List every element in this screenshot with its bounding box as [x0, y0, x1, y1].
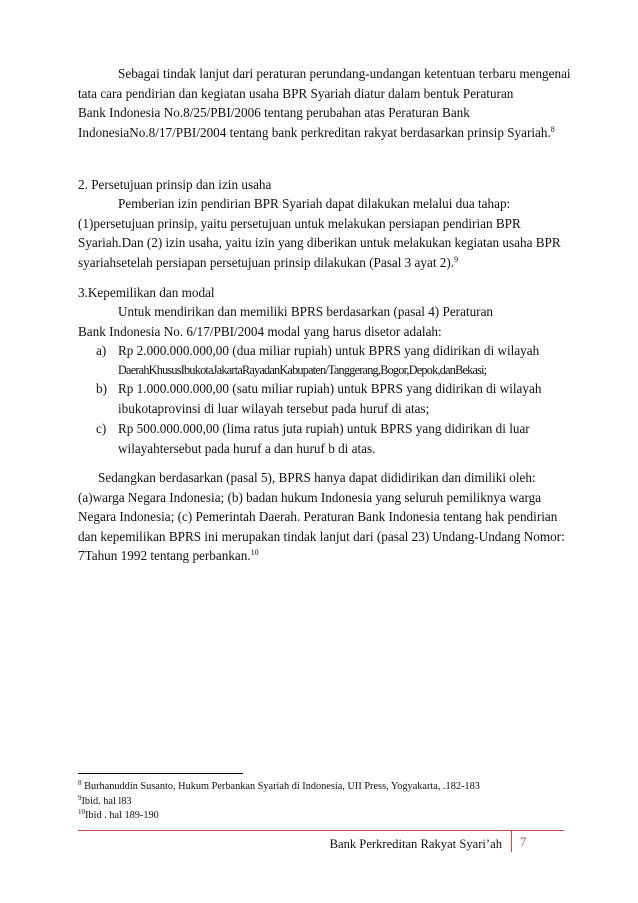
footnote-ref: 10 [250, 548, 259, 557]
paragraph-line: Bank Indonesia No.8/25/PBI/2006 tentang perubahan atas Peraturan Bank [78, 105, 470, 120]
paragraph-line: Negara Indonesia; (c) Pemerintah Daerah. Peraturan Bank Indonesia tentang hak pendirian [78, 509, 558, 524]
paragraph-line: Sedangkan berdasarkan (pasal 5), BPRS hanya dapat dididirikan dan dimiliki oleh: [98, 470, 536, 485]
footer-rule [78, 830, 564, 831]
paragraph-line: 7Tahun 1992 tentang perbankan.$^{10}$ [78, 548, 259, 563]
paragraph-line: Pemberian izin pendirian BPR Syariah dapat dilakukan melalui dua tahap: [118, 196, 511, 211]
list-item-text: Rp 1.000.000.000,00 (satu miliar rupiah) untuk BPRS yang didirikan di wilayah [118, 381, 542, 396]
footnote-separator [78, 773, 243, 774]
section-heading: 2. Persetujuan prinsip dan izin usaha [78, 177, 272, 192]
footnote-ref: 8 [550, 125, 555, 134]
list-item-marker: c) [96, 421, 107, 436]
paragraph-line: tata cara pendirian dan kegiatan usaha BPR Syariah diatur dalam bentuk Peraturan [78, 86, 514, 101]
footnote: $^9$Ibid. hal l83 [78, 794, 132, 807]
page-number: 7 [520, 835, 527, 849]
paragraph-line: IndonesiaNo.8/17/PBI/2004 tentang bank perkreditan rakyat berdasarkan prinsip Syariah.$^8$ [78, 125, 555, 140]
paragraph-line: Syariah.Dan (2) izin usaha, yaitu izin yang diberikan untuk melakukan kegiatan usaha BPR [78, 235, 561, 250]
section-heading: 3.Kepemilikan dan modal [78, 285, 215, 300]
paragraph-line: Sebagai tindak lanjut dari peraturan perundang-undangan ketentuan terbaru mengenai [118, 66, 571, 81]
list-item-text: DaerahKhususIbukotaJakartaRayadanKabupaten/Tanggerang,Bogor,Depok,danBekasi; [118, 363, 487, 377]
list-item-text: Rp 2.000.000.000,00 (dua miliar rupiah) untuk BPRS yang didirikan di wilayah [118, 343, 540, 358]
list-item-marker: a) [96, 343, 107, 358]
footnote: $^8$ Burhanuddin Susanto, Hukum Perbankan Syariah di Indonesia, UII Press, Yogyakarta, .182-183 [78, 779, 480, 792]
paragraph-line: Untuk mendirikan dan memiliki BPRS berdasarkan (pasal 4) Peraturan [118, 304, 494, 319]
list-item-text: ibukotaprovinsi di luar wilayah tersebut pada huruf di atas; [118, 401, 430, 416]
footnote-ref: 9 [454, 255, 459, 264]
paragraph-line: Bank Indonesia No. 6/17/PBI/2004 modal yang harus disetor adalah: [78, 324, 442, 339]
paragraph-line: (a)warga Negara Indonesia; (b) badan hukum Indonesia yang seluruh pemiliknya warga [78, 490, 542, 505]
list-item-marker: b) [96, 381, 107, 396]
paragraph-line: dan kepemilikan BPRS ini merupakan tindak lanjut dari (pasal 23) Undang-Undang Nomor: [78, 529, 565, 544]
page-number-box [511, 831, 562, 852]
paragraph-line: syariahsetelah persiapan persetujuan prinsip dilakukan (Pasal 3 ayat 2).$^9$ [78, 255, 459, 270]
list-item-text: Rp 500.000.000,00 (lima ratus juta rupiah) untuk BPRS yang didirikan di luar [118, 421, 530, 436]
paragraph-line: (1)persetujuan prinsip, yaitu persetujuan untuk melakukan persiapan pendirian BPR [78, 216, 521, 231]
list-item-text: wilayahtersebut pada huruf a dan huruf b di atas. [118, 441, 376, 456]
footnote: $^{10}$Ibid . hal 189-190 [78, 808, 159, 821]
footer-title: Bank Perkreditan Rakyat Syari’ah [329, 837, 502, 851]
